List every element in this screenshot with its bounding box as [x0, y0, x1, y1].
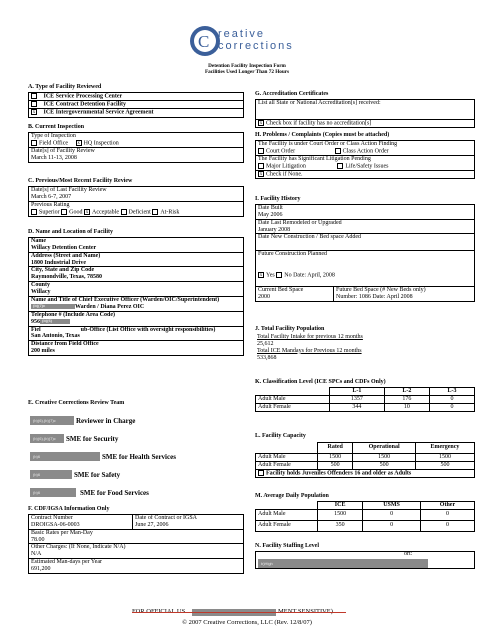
facility-type-label: ICE Intergovernmental Service Agreement	[43, 109, 154, 116]
telephone-label: Telephone # (Include Area Code)	[31, 311, 116, 318]
team-role: SME for Food Services	[80, 489, 149, 497]
section-a-heading: A. Type of Facility Reviewed	[28, 84, 102, 90]
checkbox[interactable]: x	[32, 110, 36, 116]
cell: 10	[384, 403, 429, 411]
section-a	[28, 84, 244, 118]
checkbox-no[interactable]	[276, 272, 282, 278]
cell: 0	[420, 520, 474, 531]
rating-option: Good	[69, 208, 83, 215]
col-header: L-2	[384, 387, 429, 395]
other-charges-label: Other Charges: (If None, Indicate N/A)	[31, 544, 126, 551]
table-row	[256, 509, 475, 520]
cell: 0	[363, 520, 421, 531]
logo-line2: corrections	[218, 40, 294, 52]
redaction: (b)6	[30, 488, 76, 497]
team-role: Reviewer in Charge	[76, 417, 136, 425]
staffing-tail: ort:	[404, 551, 413, 557]
cell: 0	[429, 395, 474, 403]
option-label: Check if None.	[266, 171, 303, 178]
county: Willacy	[31, 289, 51, 296]
row-label: Adult Male	[256, 395, 330, 403]
section-d-heading: D. Name and Location of Facility	[28, 229, 113, 235]
rates: 78.00	[31, 536, 45, 543]
section-g	[255, 91, 475, 128]
section-i-heading: I. Facility History	[255, 196, 301, 202]
intake: 25,612	[257, 340, 274, 347]
table-row	[256, 403, 475, 411]
litigation-line: The Facility has Significant Litigation Pending	[258, 156, 371, 163]
cell: 1500	[415, 453, 474, 461]
option-label: Yes	[266, 272, 275, 279]
intake-label: Total Facility Intake for previous 12 months	[257, 333, 363, 340]
logo-mark-icon	[188, 24, 222, 58]
form-subtitle: Facilities Used Longer Than 72 Hours	[204, 69, 290, 75]
team-role: SME for Health Services	[102, 453, 176, 461]
future-bed-label: Future Bed Space (# New Beds only)	[336, 287, 426, 294]
section-k	[255, 379, 475, 412]
mandays: 691,200	[31, 566, 51, 573]
section-e-heading: E. Creative Corrections Review Team	[28, 400, 125, 406]
row-label: Adult Male	[256, 453, 318, 461]
cell: 500	[318, 461, 353, 469]
cell: 1500	[353, 453, 416, 461]
rating-option: Superior	[39, 208, 60, 215]
checkbox-superior[interactable]	[31, 209, 37, 215]
strikethrough-line	[132, 612, 346, 613]
row-label: Adult Female	[256, 520, 318, 531]
section-m-heading: M. Average Daily Population	[255, 493, 329, 499]
distance-label: Distance from Field Office	[31, 341, 99, 348]
cell: 350	[318, 520, 363, 531]
section-e	[28, 400, 244, 408]
section-h-heading: H. Problems / Complaints (Copies must be attached)	[255, 132, 390, 138]
section-b	[28, 124, 244, 163]
other-charges: N/A	[31, 551, 42, 558]
cell: 344	[330, 403, 385, 411]
cell: 0	[420, 509, 474, 520]
col-header: Emergency	[415, 442, 474, 453]
facility-type-row	[29, 93, 243, 100]
table-header	[256, 442, 475, 453]
checkbox-major-litigation[interactable]	[258, 163, 264, 169]
future-bed: Number: 1086 Date: April 2008	[336, 294, 413, 301]
redaction: b)High	[258, 559, 428, 568]
remodel-date: January 2008	[258, 226, 291, 233]
review-dates: March 11-13, 2008	[31, 154, 77, 161]
address: 1800 Industrial Drive	[31, 259, 87, 266]
county-label: County	[31, 282, 51, 289]
current-bed: 2000	[258, 294, 270, 301]
option-label: HQ Inspection	[83, 140, 119, 147]
section-c-heading: C. Previous/Most Recent Facility Review	[28, 178, 133, 184]
cell: 500	[415, 461, 474, 469]
section-f	[28, 506, 244, 574]
ice-mandays-label: Total ICE Mandays for Previous 12 months	[257, 347, 362, 354]
capacity-table	[255, 442, 475, 478]
contract-number-label: Contract Number	[31, 514, 73, 521]
section-j-heading: J. Total Facility Population	[255, 326, 325, 332]
section-m	[255, 493, 475, 532]
row-label: Adult Female	[256, 461, 318, 469]
facility-type-label: ICE Contract Detention Facility	[43, 101, 126, 108]
section-h	[255, 132, 475, 179]
ice-mandays: 533,868	[257, 354, 277, 361]
row-label: Adult Female	[256, 403, 330, 411]
team-role: SME for Security	[66, 435, 119, 443]
checkbox[interactable]	[31, 101, 37, 107]
field-office-prefix: Fiel	[31, 326, 41, 333]
section-f-heading: F. CDF/IGSA Information Only	[28, 506, 110, 512]
field-office-label: ub-Office (List Office with oversight responsibilities)	[80, 326, 216, 333]
checkbox-at-risk[interactable]	[152, 209, 158, 215]
option-label: Field Office	[39, 140, 69, 147]
checkbox-acceptable[interactable]: x	[85, 209, 89, 215]
court-order-line: The Facility is under Court Order or Class Action Finding	[258, 140, 398, 147]
option-label: Court Order	[266, 148, 296, 155]
ceo-name: Warden / Diana Perez OIC	[75, 303, 145, 310]
option-label: Life/Safety Issues	[345, 163, 389, 170]
section-l-heading: L. Facility Capacity	[255, 433, 306, 439]
cell: 0	[363, 509, 421, 520]
city: Raymondville, Texas, 78580	[31, 274, 103, 281]
col-header: ICE	[318, 501, 363, 509]
cell: 1500	[318, 509, 363, 520]
section-d	[28, 229, 244, 356]
cell: 176	[384, 395, 429, 403]
redaction: (b)6	[30, 452, 100, 461]
current-bed-label: Current Bed Space	[258, 287, 304, 294]
section-c	[28, 178, 244, 217]
section-k-heading: K. Classification Level (ICE SPCs and CDFs Only)	[255, 379, 386, 385]
cell: 0	[429, 403, 474, 411]
date-built: May 2006	[258, 211, 283, 218]
cell: 500	[353, 461, 416, 469]
review-dates-label: Date[s] of Facility Review	[31, 148, 95, 155]
facility-type-label: ICE Service Processing Center	[43, 93, 123, 100]
rating-option: Acceptable	[92, 208, 119, 215]
distance: 200 miles	[31, 348, 55, 355]
option-label: Class Action Order	[342, 148, 389, 155]
accreditation-list-label: List all State or National Accreditation[s] received:	[258, 99, 381, 106]
checkbox-yes[interactable]: x	[259, 273, 263, 279]
facility-type-row	[29, 100, 243, 108]
future-construction-date: Date: April, 2008	[293, 272, 335, 279]
city-label: City, State and Zip Code	[31, 267, 95, 274]
checkbox-deficient[interactable]	[121, 209, 127, 215]
juveniles-label: Facility holds Juveniles Offenders 16 and older as Adults	[266, 470, 412, 477]
future-construction-label: Future Construction Planned	[258, 251, 327, 258]
cell: 1500	[318, 453, 353, 461]
facility-name: Willacy Detention Center	[31, 244, 97, 251]
classification-table	[255, 387, 475, 412]
table-row	[256, 461, 475, 469]
section-n	[255, 543, 475, 551]
table-header	[256, 501, 475, 509]
logo	[188, 22, 308, 62]
address-label: Address (Street and Name)	[31, 252, 101, 259]
col-header: L-3	[429, 387, 474, 395]
table-row	[256, 469, 475, 477]
checkbox-class-action[interactable]	[335, 148, 341, 154]
option-label: No	[284, 272, 292, 279]
rating-option: At-Risk	[160, 208, 180, 215]
redaction: (b)6	[30, 470, 72, 479]
team-role: SME for Safety	[74, 471, 121, 479]
section-n-heading: N. Facility Staffing Level	[255, 543, 319, 549]
last-review-dates: March 6-7, 2007	[31, 193, 72, 200]
remodel-label: Date Last Remodeled or Upgraded	[258, 219, 342, 226]
rates-label: Basic Rates per Man-Day	[31, 529, 93, 536]
checkbox-field-office[interactable]	[31, 140, 37, 146]
rating-option: Deficient	[128, 208, 151, 215]
table-header	[256, 387, 475, 395]
contract-date-label: Date of Contract or IGSA	[135, 514, 197, 521]
field-office: San Antonio, Texas	[31, 333, 80, 340]
contract-number: DROIGSA-06-0003	[31, 521, 80, 528]
checkbox-juveniles[interactable]	[258, 470, 264, 476]
contract-date: June 27, 2006	[135, 521, 169, 528]
section-b-heading: B. Current Inspection	[28, 124, 85, 130]
redaction: (b)(7)c	[31, 304, 75, 309]
table-row	[256, 453, 475, 461]
population-table	[255, 501, 475, 532]
new-construction-label: Date New Construction / Bed space Added	[256, 233, 474, 250]
checkbox-hq-inspection[interactable]: x	[77, 140, 80, 146]
last-review-label: Date[s] of Last Facility Review	[31, 186, 107, 193]
table-row	[256, 395, 475, 403]
col-header: USMS	[363, 501, 421, 509]
col-header: Other	[420, 501, 474, 509]
section-g-heading: G. Accreditation Certificates	[255, 91, 329, 97]
section-l	[255, 433, 475, 478]
redaction: (b)(6)	[40, 319, 70, 324]
option-label: Major Litigation	[266, 163, 306, 170]
ceo-label: Name and Title of Chief Executive Officer (Warden/OIC/Superintendent)	[31, 297, 220, 304]
cell: 1357	[330, 395, 385, 403]
mandays-label: Estimated Man-days per Year	[31, 559, 102, 566]
copyright: © 2007 Creative Corrections, LLC (Rev. 12/8/07)	[182, 619, 312, 626]
col-header: L-1	[330, 387, 385, 395]
checkbox-court-order[interactable]	[258, 148, 264, 154]
telephone-prefix: 956	[31, 318, 40, 325]
checkbox-good[interactable]	[61, 209, 67, 215]
table-row	[256, 520, 475, 531]
checkbox-none[interactable]: x	[259, 172, 263, 178]
section-j	[255, 326, 475, 361]
redaction: (b)(6),(b)(7)c	[30, 434, 64, 443]
logo-line1: reative	[218, 28, 266, 40]
section-i	[255, 196, 475, 302]
col-header: Operational	[353, 442, 416, 453]
checkbox[interactable]	[31, 93, 37, 99]
facility-name-label: Name	[31, 237, 46, 244]
no-accreditation-label: Check box if facility has no accreditation[s]	[266, 120, 372, 127]
redaction: (b)(6),(b)(7)c	[30, 416, 74, 425]
facility-type-row	[29, 108, 243, 116]
checkbox-life-safety[interactable]	[337, 163, 343, 169]
date-built-label: Date Built	[258, 204, 283, 211]
row-label: Adult Male	[256, 509, 318, 520]
logo-initial: C	[198, 32, 210, 51]
form-title: Detention Facility Inspection Form	[208, 63, 286, 69]
col-header: Rated	[318, 442, 353, 453]
checkbox-no-accreditation[interactable]: x	[259, 120, 263, 126]
rating-label: Previous Rating	[31, 201, 70, 208]
inspection-type-label: Type of Inspection	[31, 132, 76, 139]
